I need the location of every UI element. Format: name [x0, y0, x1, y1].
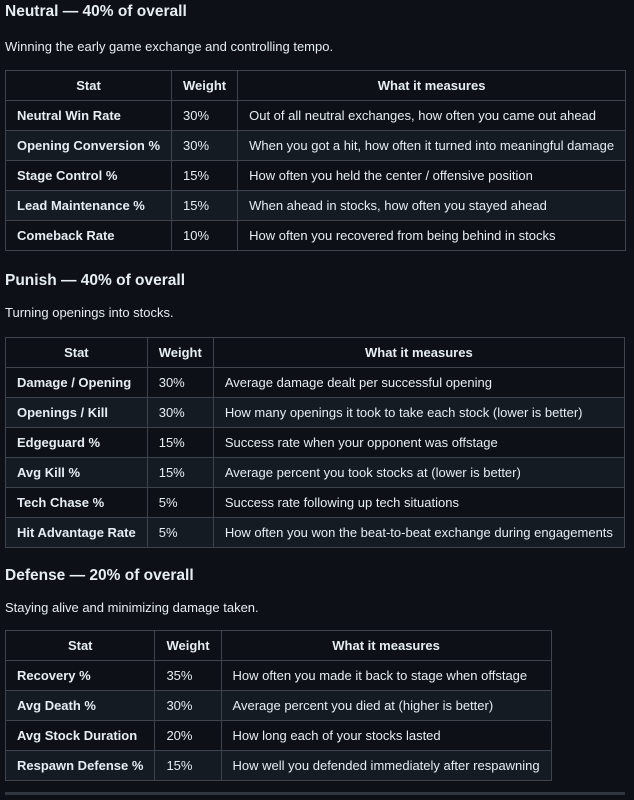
column-header-measures: What it measures — [238, 71, 626, 101]
stat-name: Avg Death % — [6, 691, 155, 721]
stat-name: Lead Maintenance % — [6, 191, 172, 221]
column-header-weight: Weight — [172, 71, 238, 101]
table-header-row — [6, 631, 552, 661]
table-row — [6, 428, 625, 458]
stats-table — [5, 337, 625, 548]
column-header-measures: What it measures — [213, 338, 624, 368]
section-heading: Neutral — 40% of overall — [5, 3, 187, 20]
stat-weight: 20% — [155, 721, 221, 751]
stat-weight: 30% — [172, 101, 238, 131]
stat-name: Recovery % — [6, 661, 155, 691]
stat-measures: How often you won the beat-to-beat exchange during engagements — [213, 518, 624, 548]
stat-weight: 30% — [155, 691, 221, 721]
table-header-row — [6, 71, 626, 101]
section-description: Turning openings into stocks. — [5, 305, 174, 320]
table-row — [6, 191, 626, 221]
table-row — [6, 368, 625, 398]
stats-table — [5, 630, 552, 781]
table-row — [6, 721, 552, 751]
stat-measures: How often you made it back to stage when offstage — [221, 661, 551, 691]
stat-weight: 30% — [147, 398, 213, 428]
stat-name: Tech Chase % — [6, 488, 148, 518]
stat-weight: 5% — [147, 488, 213, 518]
stat-weight: 15% — [147, 458, 213, 488]
stat-measures: When ahead in stocks, how often you stayed ahead — [238, 191, 626, 221]
stat-measures: How long each of your stocks lasted — [221, 721, 551, 751]
stats-table — [5, 70, 626, 251]
stat-name: Damage / Opening — [6, 368, 148, 398]
stat-measures: Success rate when your opponent was offstage — [213, 428, 624, 458]
stat-measures: Success rate following up tech situations — [213, 488, 624, 518]
stat-name: Opening Conversion % — [6, 131, 172, 161]
stat-name: Edgeguard % — [6, 428, 148, 458]
section-heading: Defense — 20% of overall — [5, 567, 194, 584]
stat-weight: 15% — [155, 751, 221, 781]
table-row — [6, 161, 626, 191]
table-row — [6, 661, 552, 691]
section-defense — [5, 565, 634, 781]
table-row — [6, 751, 552, 781]
stat-name: Openings / Kill — [6, 398, 148, 428]
stat-name: Avg Kill % — [6, 458, 148, 488]
stat-name: Comeback Rate — [6, 221, 172, 251]
table-row — [6, 458, 625, 488]
stat-measures: How well you defended immediately after respawning — [221, 751, 551, 781]
stat-weight: 15% — [172, 161, 238, 191]
stat-name: Respawn Defense % — [6, 751, 155, 781]
stat-weight: 35% — [155, 661, 221, 691]
stat-weight: 30% — [172, 131, 238, 161]
column-header-stat: Stat — [6, 71, 172, 101]
table-header-row — [6, 338, 625, 368]
stat-measures: How often you recovered from being behind in stocks — [238, 221, 626, 251]
stat-name: Avg Stock Duration — [6, 721, 155, 751]
section-punish — [5, 270, 634, 548]
stat-weight: 30% — [147, 368, 213, 398]
stat-name: Hit Advantage Rate — [6, 518, 148, 548]
section-neutral — [5, 0, 634, 251]
column-header-stat: Stat — [6, 338, 148, 368]
stat-weight: 15% — [172, 191, 238, 221]
table-row — [6, 131, 626, 161]
stat-measures: Average percent you died at (higher is better) — [221, 691, 551, 721]
table-row — [6, 691, 552, 721]
horizontal-divider — [5, 792, 625, 795]
stat-weight: 10% — [172, 221, 238, 251]
table-row — [6, 101, 626, 131]
stat-measures: Out of all neutral exchanges, how often you came out ahead — [238, 101, 626, 131]
table-row — [6, 488, 625, 518]
stat-measures: Average damage dealt per successful opening — [213, 368, 624, 398]
section-description: Staying alive and minimizing damage taken. — [5, 600, 259, 615]
stat-weight: 15% — [147, 428, 213, 458]
section-heading: Punish — 40% of overall — [5, 272, 186, 289]
stat-name: Stage Control % — [6, 161, 172, 191]
column-header-measures: What it measures — [221, 631, 551, 661]
column-header-weight: Weight — [147, 338, 213, 368]
table-row — [6, 518, 625, 548]
table-row — [6, 221, 626, 251]
table-row — [6, 398, 625, 428]
column-header-weight: Weight — [155, 631, 221, 661]
stat-measures: How often you held the center / offensive position — [238, 161, 626, 191]
stat-weight: 5% — [147, 518, 213, 548]
stat-measures: Average percent you took stocks at (lower is better) — [213, 458, 624, 488]
stat-measures: How many openings it took to take each stock (lower is better) — [213, 398, 624, 428]
section-description: Winning the early game exchange and controlling tempo. — [5, 39, 334, 54]
stat-name: Neutral Win Rate — [6, 101, 172, 131]
column-header-stat: Stat — [6, 631, 155, 661]
stat-measures: When you got a hit, how often it turned into meaningful damage — [238, 131, 626, 161]
